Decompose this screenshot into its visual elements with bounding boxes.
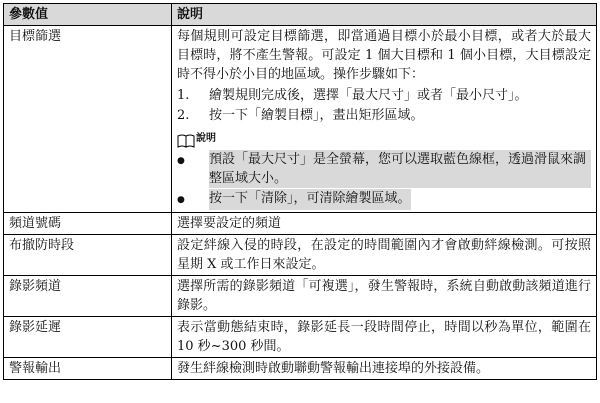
step-number: 1. (177, 88, 190, 103)
row-desc-cell (172, 26, 597, 213)
list-item (177, 150, 591, 188)
notes-list (177, 150, 591, 210)
step-text: 按一下「繪製目標」，畫出矩形區域。 (209, 108, 424, 123)
table-row (4, 358, 597, 380)
list-item (177, 189, 591, 210)
bullet-icon: ● (177, 156, 185, 166)
table-row (4, 276, 597, 317)
row-desc: 設定絆線入侵的時段，在設定的時間範圍內才會啟動絆線檢測。可按照星期 X 或工作日來設定。 (172, 235, 597, 276)
bullet-icon: ● (177, 195, 185, 205)
list-item (177, 106, 591, 125)
row-desc: 選擇要設定的頻道 (172, 213, 597, 235)
table-row (4, 213, 597, 235)
book-icon (177, 134, 195, 148)
note-label: 說明 (196, 133, 216, 144)
note-heading (177, 129, 591, 148)
row-desc: 每個規則可設定目標篩選，即當通過目標小於最小目標，或者大於最大目標時，將不產生警報。可設定 1 個大目標和 1 個小目標，大目標設定時不得小於小目的地區域。操作步驟如下： (177, 29, 591, 82)
row-desc: 選擇所需的錄影頻道「可複選」，發生警報時，系統自動啟動該頻道進行錄影。 (172, 276, 597, 317)
row-desc: 表示當動態結束時，錄影延長一段時間停止，時間以秒為單位，範圍在 10 秒~300 秒間。 (172, 317, 597, 358)
table-header-row (4, 4, 597, 26)
steps-list (177, 86, 591, 125)
header-desc: 說明 (172, 4, 597, 26)
row-param: 錄影頻道 (4, 276, 172, 317)
row-param: 頻道號碼 (4, 213, 172, 235)
row-param: 目標篩選 (4, 26, 172, 213)
table-row (4, 317, 597, 358)
table-row (4, 26, 597, 213)
header-param: 參數值 (4, 4, 172, 26)
parameter-table (3, 3, 597, 380)
row-param: 錄影延遲 (4, 317, 172, 358)
row-param: 布撤防時段 (4, 235, 172, 276)
table-row (4, 235, 597, 276)
step-number: 2. (177, 108, 190, 123)
step-text: 繪製規則完成後，選擇「最大尺寸」或者「最小尺寸」。 (209, 88, 528, 103)
row-param: 警報輸出 (4, 358, 172, 380)
note-text: 按一下「清除」，可清除繪製區域。 (209, 189, 411, 210)
row-desc: 發生絆線檢測時啟動聯動警報輸出連接埠的外接設備。 (172, 358, 597, 380)
note-text: 預設「最大尺寸」是全螢幕，您可以選取藍色線框，透過滑鼠來調整區域大小。 (209, 150, 591, 188)
list-item (177, 86, 591, 105)
